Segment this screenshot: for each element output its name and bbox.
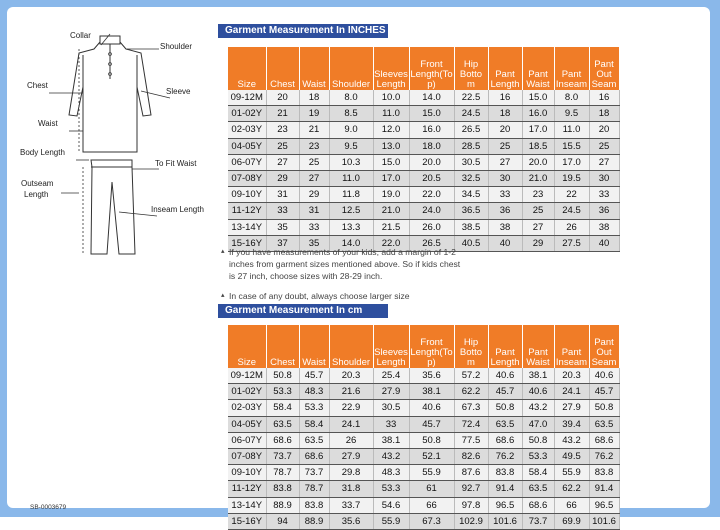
- table-cell: 24.5: [554, 203, 589, 219]
- table-cell: 49.5: [554, 448, 589, 464]
- column-header: Pant Waist: [522, 325, 554, 368]
- table-cell: 35.6: [329, 513, 373, 529]
- table-row: [228, 203, 619, 219]
- column-header: Sleeves Length: [373, 47, 409, 90]
- column-header: Hip Botto m: [454, 47, 488, 90]
- table-cell: 63.5: [488, 416, 522, 432]
- table-cell: 14.0: [409, 90, 454, 106]
- label-body-length: Body Length: [20, 148, 65, 157]
- table-cell: 96.5: [589, 497, 619, 513]
- table-cell: 15.0: [522, 90, 554, 106]
- table-cell: 30.5: [454, 154, 488, 170]
- table-cell: 36: [589, 203, 619, 219]
- table-cell: 8.0: [554, 90, 589, 106]
- column-header: Chest: [266, 325, 299, 368]
- table-cell: 20.0: [409, 154, 454, 170]
- table-cell: 78.7: [299, 481, 329, 497]
- table-row: [228, 219, 619, 235]
- size-cell: 15-16Y: [228, 513, 266, 529]
- size-cell: 01-02Y: [228, 384, 266, 400]
- table-cell: 63.5: [589, 416, 619, 432]
- size-cell: 06-07Y: [228, 432, 266, 448]
- label-shoulder: Shoulder: [160, 42, 193, 51]
- table-cell: 18.5: [522, 138, 554, 154]
- table-cell: 27: [266, 154, 299, 170]
- table-cell: 32.5: [454, 170, 488, 186]
- table-cell: 82.6: [454, 448, 488, 464]
- table-row: [228, 416, 619, 432]
- bullet-icon: ▴: [221, 248, 225, 255]
- size-cell: 09-10Y: [228, 187, 266, 203]
- table-row: [228, 154, 619, 170]
- table-cell: 24.5: [454, 106, 488, 122]
- table-cell: 52.1: [409, 448, 454, 464]
- size-cell: 07-08Y: [228, 170, 266, 186]
- table-cell: 35: [299, 235, 329, 251]
- column-header: Shoulder: [329, 325, 373, 368]
- table-cell: 50.8: [522, 432, 554, 448]
- table-cell: 26: [554, 219, 589, 235]
- table-cell: 8.0: [329, 90, 373, 106]
- pants-icon: [91, 160, 135, 254]
- table-cell: 12.5: [329, 203, 373, 219]
- table-cell: 26.5: [409, 235, 454, 251]
- column-header: Hip Botto m: [454, 325, 488, 368]
- table-cell: 27.9: [329, 448, 373, 464]
- inches-table-title: Garment Measurement In INCHES: [218, 24, 388, 38]
- table-cell: 24.1: [554, 384, 589, 400]
- table-cell: 22.5: [454, 90, 488, 106]
- table-cell: 21.0: [373, 203, 409, 219]
- table-cell: 24.1: [329, 416, 373, 432]
- label-sleeve: Sleeve: [166, 87, 191, 96]
- table-cell: 30: [488, 170, 522, 186]
- table-cell: 88.9: [299, 513, 329, 529]
- table-cell: 8.5: [329, 106, 373, 122]
- column-header: Waist: [299, 325, 329, 368]
- product-code: SB-0003679: [30, 504, 67, 511]
- table-cell: 17.0: [554, 154, 589, 170]
- notes: [221, 246, 494, 302]
- table-cell: 17.0: [373, 170, 409, 186]
- table-cell: 69.9: [554, 513, 589, 529]
- size-cell: 11-12Y: [228, 481, 266, 497]
- table-cell: 13.0: [373, 138, 409, 154]
- size-cell: 07-08Y: [228, 448, 266, 464]
- label-collar: Collar: [70, 31, 91, 40]
- size-cell: 13-14Y: [228, 219, 266, 235]
- table-cell: 36.5: [454, 203, 488, 219]
- table-cell: 20: [488, 122, 522, 138]
- table-cell: 83.8: [266, 481, 299, 497]
- table-row: [228, 497, 619, 513]
- table-row: [228, 187, 619, 203]
- size-cell: 09-12M: [228, 368, 266, 384]
- table-cell: 63.5: [299, 432, 329, 448]
- table-cell: 53.3: [299, 400, 329, 416]
- table-cell: 33: [488, 187, 522, 203]
- table-cell: 29: [266, 170, 299, 186]
- table-cell: 35: [266, 219, 299, 235]
- table-cell: 19: [299, 106, 329, 122]
- table-cell: 18: [589, 106, 619, 122]
- table-row: [228, 465, 619, 481]
- table-cell: 21.6: [329, 384, 373, 400]
- table-cell: 16: [589, 90, 619, 106]
- note-margin: ▴ If you have measurements of your kids, add a margin of 1-2 inches from garment sizes mentioned above. So if kids chest is 27 inch, choose sizes with 28-29 inch.: [221, 247, 461, 281]
- table-row: [228, 384, 619, 400]
- table-cell: 78.7: [266, 465, 299, 481]
- table-row: [228, 400, 619, 416]
- table-cell: 27: [522, 219, 554, 235]
- table-cell: 40.6: [488, 368, 522, 384]
- table-cell: 33: [266, 203, 299, 219]
- size-cell: 11-12Y: [228, 203, 266, 219]
- table-cell: 22.0: [409, 187, 454, 203]
- table-cell: 16.0: [409, 122, 454, 138]
- table-cell: 62.2: [454, 384, 488, 400]
- table-cell: 20: [589, 122, 619, 138]
- size-cell: 09-10Y: [228, 465, 266, 481]
- table-cell: 27.9: [554, 400, 589, 416]
- table-cell: 66: [554, 497, 589, 513]
- table-cell: 33.7: [329, 497, 373, 513]
- table-cell: 94: [266, 513, 299, 529]
- table-cell: 38.1: [373, 432, 409, 448]
- size-cell: 02-03Y: [228, 122, 266, 138]
- table-cell: 27: [589, 154, 619, 170]
- label-to-fit-waist: To Fit Waist: [155, 159, 197, 168]
- inches-table: [228, 47, 620, 252]
- table-cell: 20.5: [409, 170, 454, 186]
- table-cell: 20.3: [554, 368, 589, 384]
- label-outseam-length: Length: [24, 190, 49, 199]
- table-cell: 38: [488, 219, 522, 235]
- table-cell: 33: [373, 416, 409, 432]
- table-cell: 17.0: [522, 122, 554, 138]
- table-cell: 10.3: [329, 154, 373, 170]
- table-cell: 25: [266, 138, 299, 154]
- table-cell: 63.5: [266, 416, 299, 432]
- table-cell: 54.6: [373, 497, 409, 513]
- table-cell: 13.3: [329, 219, 373, 235]
- table-cell: 68.6: [299, 448, 329, 464]
- table-cell: 9.5: [554, 106, 589, 122]
- table-cell: 48.3: [373, 465, 409, 481]
- table-row: [228, 432, 619, 448]
- table-cell: 73.7: [299, 465, 329, 481]
- table-cell: 55.9: [409, 465, 454, 481]
- table-cell: 38.1: [409, 384, 454, 400]
- table-cell: 21: [266, 106, 299, 122]
- cm-table: [228, 325, 620, 530]
- table-cell: 9.5: [329, 138, 373, 154]
- table-cell: 36: [488, 203, 522, 219]
- table-cell: 102.9: [454, 513, 488, 529]
- size-cell: 01-02Y: [228, 106, 266, 122]
- table-cell: 25: [589, 138, 619, 154]
- table-cell: 43.2: [554, 432, 589, 448]
- table-cell: 34.5: [454, 187, 488, 203]
- table-cell: 57.2: [454, 368, 488, 384]
- size-cell: 09-12M: [228, 90, 266, 106]
- table-cell: 83.8: [488, 465, 522, 481]
- table-cell: 22.0: [373, 235, 409, 251]
- table-cell: 43.2: [373, 448, 409, 464]
- table-cell: 53.3: [266, 384, 299, 400]
- header-row: [228, 47, 619, 90]
- table-cell: 38.1: [522, 368, 554, 384]
- table-cell: 68.6: [522, 497, 554, 513]
- column-header: Shoulder: [329, 47, 373, 90]
- table-cell: 88.9: [266, 497, 299, 513]
- table-cell: 58.4: [299, 416, 329, 432]
- table-cell: 58.4: [522, 465, 554, 481]
- table-row: [228, 513, 619, 529]
- table-cell: 25: [488, 138, 522, 154]
- table-cell: 50.8: [409, 432, 454, 448]
- table-cell: 43.2: [522, 400, 554, 416]
- label-chest: Chest: [27, 81, 48, 90]
- table-cell: 21.5: [373, 219, 409, 235]
- table-cell: 18.0: [409, 138, 454, 154]
- table-cell: 26: [329, 432, 373, 448]
- table-cell: 25.4: [373, 368, 409, 384]
- table-cell: 29: [522, 235, 554, 251]
- table-cell: 68.6: [589, 432, 619, 448]
- table-cell: 15.5: [554, 138, 589, 154]
- kurta-icon: [69, 36, 151, 152]
- table-cell: 83.8: [299, 497, 329, 513]
- table-cell: 45.7: [488, 384, 522, 400]
- column-header: Size: [228, 47, 266, 90]
- table-cell: 31.8: [329, 481, 373, 497]
- size-cell: 04-05Y: [228, 416, 266, 432]
- table-cell: 40.6: [522, 384, 554, 400]
- table-cell: 14.0: [329, 235, 373, 251]
- table-cell: 40: [589, 235, 619, 251]
- table-cell: 37: [266, 235, 299, 251]
- column-header: Chest: [266, 47, 299, 90]
- table-cell: 39.4: [554, 416, 589, 432]
- table-row: [228, 170, 619, 186]
- column-header: Sleeves Length: [373, 325, 409, 368]
- column-header: Pant Length: [488, 47, 522, 90]
- table-cell: 23: [299, 138, 329, 154]
- table-cell: 16: [488, 90, 522, 106]
- table-cell: 26.5: [454, 122, 488, 138]
- table-cell: 25: [299, 154, 329, 170]
- table-cell: 91.4: [488, 481, 522, 497]
- table-cell: 16.0: [522, 106, 554, 122]
- header-row: [228, 325, 619, 368]
- table-cell: 38.5: [454, 219, 488, 235]
- table-cell: 67.3: [409, 513, 454, 529]
- table-cell: 83.8: [589, 465, 619, 481]
- table-row: [228, 90, 619, 106]
- table-cell: 63.5: [522, 481, 554, 497]
- cm-table-title: Garment Measurement In cm: [218, 304, 388, 318]
- table-row: [228, 481, 619, 497]
- table-cell: 92.7: [454, 481, 488, 497]
- table-cell: 15.0: [373, 154, 409, 170]
- label-inseam-length: Inseam Length: [151, 205, 204, 214]
- table-cell: 53.3: [522, 448, 554, 464]
- size-chart-sheet: [7, 7, 710, 527]
- table-cell: 26.0: [409, 219, 454, 235]
- table-cell: 33: [589, 187, 619, 203]
- table-cell: 55.9: [554, 465, 589, 481]
- table-cell: 40.5: [454, 235, 488, 251]
- table-cell: 22: [554, 187, 589, 203]
- note-larger-size: ▴ In case of any doubt, always choose larger size: [221, 291, 410, 301]
- table-cell: 24.0: [409, 203, 454, 219]
- table-cell: 40.6: [589, 368, 619, 384]
- table-cell: 11.8: [329, 187, 373, 203]
- table-cell: 11.0: [554, 122, 589, 138]
- table-cell: 68.6: [266, 432, 299, 448]
- table-cell: 25: [522, 203, 554, 219]
- table-cell: 20.0: [522, 154, 554, 170]
- table-cell: 76.2: [488, 448, 522, 464]
- label-outseam: Outseam: [21, 179, 54, 188]
- column-header: Front Length(To p): [409, 325, 454, 368]
- column-header: Front Length(To p): [409, 47, 454, 90]
- table-cell: 73.7: [522, 513, 554, 529]
- table-cell: 76.2: [589, 448, 619, 464]
- bullet-icon: ▴: [221, 292, 225, 299]
- table-cell: 9.0: [329, 122, 373, 138]
- table-cell: 73.7: [266, 448, 299, 464]
- table-cell: 30.5: [373, 400, 409, 416]
- table-cell: 22.9: [329, 400, 373, 416]
- table-row: [228, 368, 619, 384]
- column-header: Pant Out Seam: [589, 325, 619, 368]
- table-cell: 27: [488, 154, 522, 170]
- size-cell: 04-05Y: [228, 138, 266, 154]
- table-cell: 38: [589, 219, 619, 235]
- size-cell: 15-16Y: [228, 235, 266, 251]
- table-cell: 23: [522, 187, 554, 203]
- label-waist: Waist: [38, 119, 58, 128]
- table-cell: 50.8: [589, 400, 619, 416]
- table-cell: 101.6: [589, 513, 619, 529]
- table-cell: 10.0: [373, 90, 409, 106]
- table-cell: 18: [488, 106, 522, 122]
- table-cell: 21: [299, 122, 329, 138]
- table-cell: 31: [266, 187, 299, 203]
- column-header: Pant Out Seam: [589, 47, 619, 90]
- garment-diagram: [7, 7, 222, 297]
- table-cell: 55.9: [373, 513, 409, 529]
- table-cell: 20: [266, 90, 299, 106]
- column-header: Pant Inseam: [554, 47, 589, 90]
- size-cell: 06-07Y: [228, 154, 266, 170]
- table-row: [228, 106, 619, 122]
- table-cell: 53.3: [373, 481, 409, 497]
- table-cell: 58.4: [266, 400, 299, 416]
- table-cell: 20.3: [329, 368, 373, 384]
- column-header: Waist: [299, 47, 329, 90]
- size-cell: 13-14Y: [228, 497, 266, 513]
- table-cell: 77.5: [454, 432, 488, 448]
- table-row: [228, 122, 619, 138]
- table-cell: 11.0: [329, 170, 373, 186]
- table-cell: 29: [299, 187, 329, 203]
- table-cell: 40: [488, 235, 522, 251]
- size-cell: 02-03Y: [228, 400, 266, 416]
- table-cell: 45.7: [409, 416, 454, 432]
- column-header: Pant Waist: [522, 47, 554, 90]
- table-cell: 31: [299, 203, 329, 219]
- table-cell: 101.6: [488, 513, 522, 529]
- table-cell: 61: [409, 481, 454, 497]
- table-cell: 45.7: [589, 384, 619, 400]
- table-cell: 50.8: [266, 368, 299, 384]
- table-cell: 35.6: [409, 368, 454, 384]
- table-cell: 66: [409, 497, 454, 513]
- table-cell: 68.6: [488, 432, 522, 448]
- table-cell: 62.2: [554, 481, 589, 497]
- table-cell: 45.7: [299, 368, 329, 384]
- table-cell: 67.3: [454, 400, 488, 416]
- table-cell: 23: [266, 122, 299, 138]
- table-cell: 21.0: [522, 170, 554, 186]
- table-cell: 50.8: [488, 400, 522, 416]
- table-cell: 33: [299, 219, 329, 235]
- table-cell: 12.0: [373, 122, 409, 138]
- table-row: [228, 448, 619, 464]
- table-cell: 27.5: [554, 235, 589, 251]
- table-cell: 27.9: [373, 384, 409, 400]
- table-cell: 96.5: [488, 497, 522, 513]
- table-row: [228, 138, 619, 154]
- table-cell: 28.5: [454, 138, 488, 154]
- table-cell: 18: [299, 90, 329, 106]
- table-cell: 30: [589, 170, 619, 186]
- column-header: Pant Length: [488, 325, 522, 368]
- table-cell: 72.4: [454, 416, 488, 432]
- table-cell: 29.8: [329, 465, 373, 481]
- table-cell: 97.8: [454, 497, 488, 513]
- table-cell: 91.4: [589, 481, 619, 497]
- table-cell: 19.5: [554, 170, 589, 186]
- column-header: Size: [228, 325, 266, 368]
- table-cell: 15.0: [409, 106, 454, 122]
- table-cell: 87.6: [454, 465, 488, 481]
- table-cell: 47.0: [522, 416, 554, 432]
- table-cell: 48.3: [299, 384, 329, 400]
- table-cell: 11.0: [373, 106, 409, 122]
- table-cell: 19.0: [373, 187, 409, 203]
- column-header: Pant Inseam: [554, 325, 589, 368]
- table-cell: 27: [299, 170, 329, 186]
- table-cell: 40.6: [409, 400, 454, 416]
